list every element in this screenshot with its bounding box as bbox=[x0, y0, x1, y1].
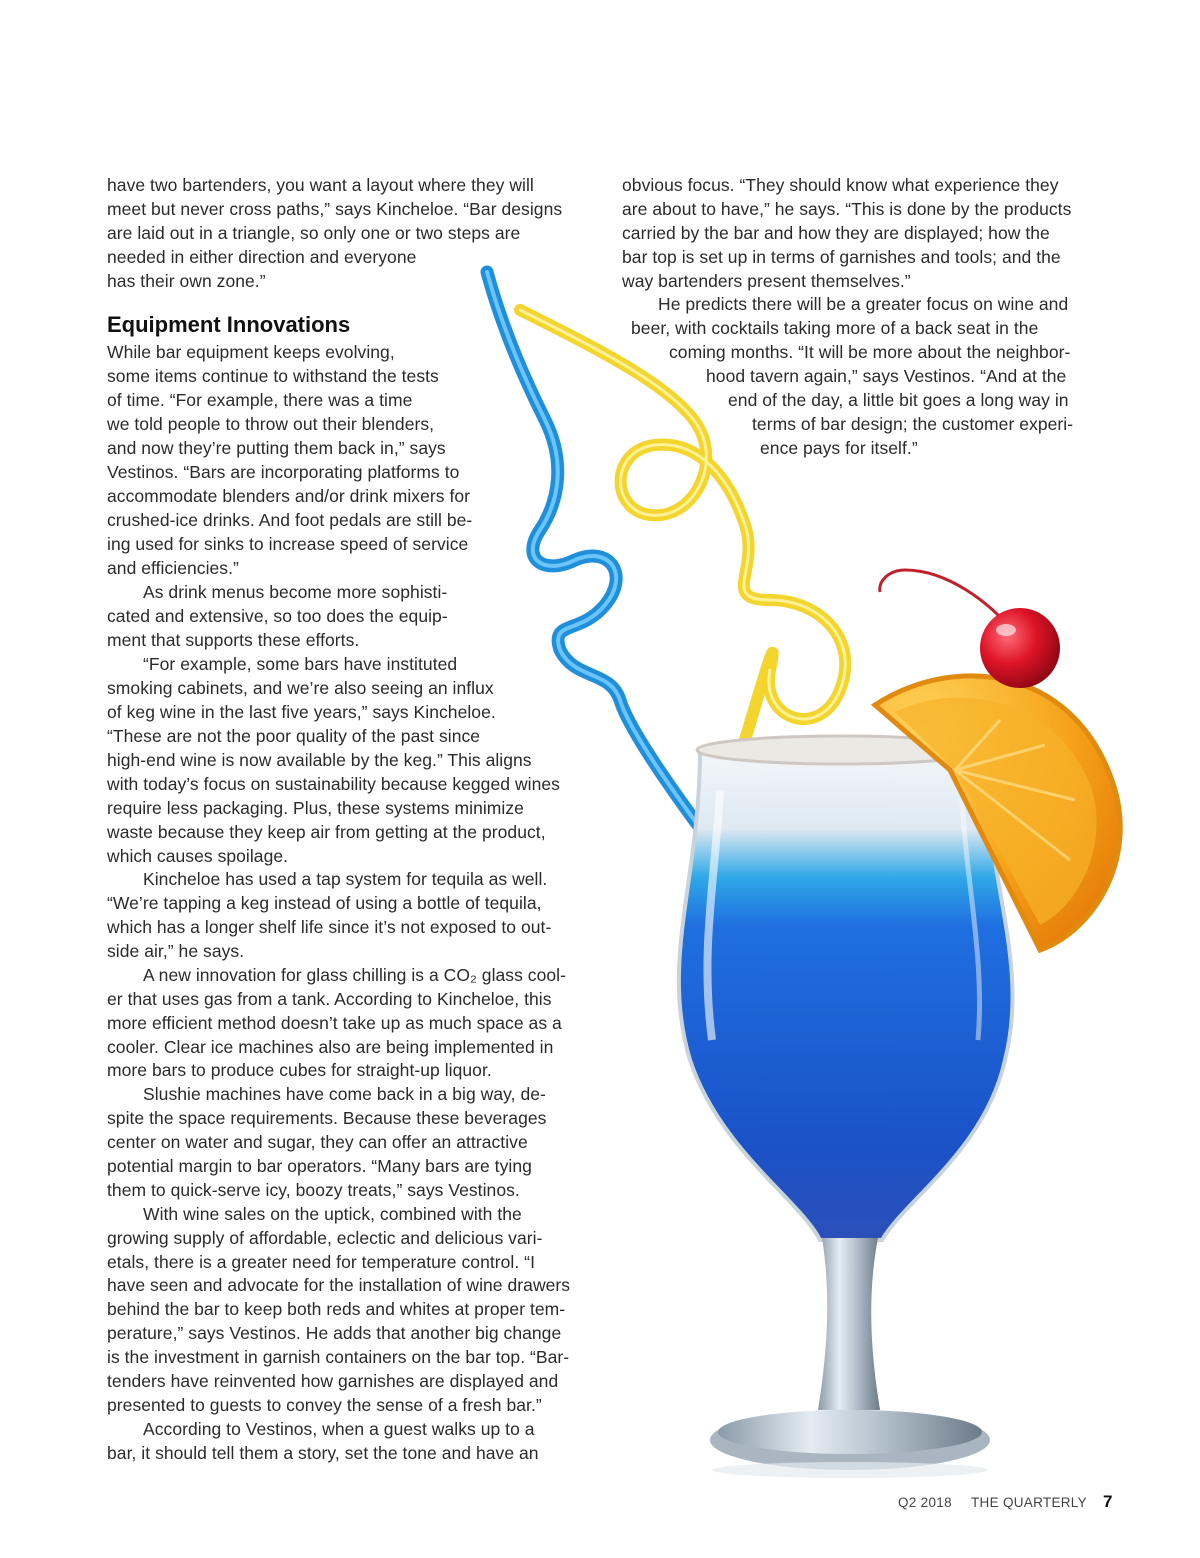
text-line: and now they’re putting them back in,” says bbox=[107, 438, 446, 458]
text-line: more bars to produce cubes for straight-up liquor. bbox=[107, 1060, 492, 1080]
text-line: side air,” he says. bbox=[107, 941, 245, 961]
text-line: tenders have reinvented how garnishes are displayed and bbox=[107, 1371, 559, 1391]
text-line: Vestinos. “Bars are incorporating platforms to bbox=[107, 462, 460, 482]
text-line: presented to guests to convey the sense of a fresh bar.” bbox=[107, 1395, 542, 1415]
text-line: accommodate blenders and/or drink mixers for bbox=[107, 486, 471, 506]
text-line: have two bartenders, you want a layout where they will bbox=[107, 175, 534, 195]
text-line: which causes spoilage. bbox=[107, 846, 289, 866]
text-line: some items continue to withstand the tests bbox=[107, 366, 439, 386]
text-line: meet but never cross paths,” says Kincheloe. “Bar designs bbox=[107, 199, 563, 219]
text-line: are about to have,” he says. “This is done by the products bbox=[622, 199, 1072, 219]
text-line: is the investment in garnish containers on the bar top. “Bar- bbox=[107, 1347, 570, 1367]
text-line: way bartenders present themselves.” bbox=[622, 271, 911, 291]
text-line: Slushie machines have come back in a big way, de- bbox=[143, 1084, 546, 1104]
text-line: waste because they keep air from getting at the product, bbox=[107, 822, 546, 842]
text-line: With wine sales on the uptick, combined with the bbox=[143, 1204, 522, 1224]
glass-icon bbox=[679, 736, 1013, 1478]
text-line: more efficient method doesn’t take up as much space as a bbox=[107, 1013, 562, 1033]
footer-publication: THE QUARTERLY bbox=[971, 1495, 1087, 1510]
text-line: obvious focus. “They should know what experience they bbox=[622, 175, 1059, 195]
text-line: center on water and sugar, they can offer an attractive bbox=[107, 1132, 528, 1152]
text-line: have seen and advocate for the installation of wine drawers bbox=[107, 1275, 571, 1295]
text-line: of keg wine in the last five years,” says Kincheloe. bbox=[107, 702, 496, 722]
text-line: “We’re tapping a keg instead of using a bottle of tequila, bbox=[107, 893, 542, 913]
text-line: etals, there is a greater need for temperature control. “I bbox=[107, 1252, 535, 1272]
text-line: beer, with cocktails taking more of a back seat in the bbox=[631, 318, 1039, 338]
text-line: high-end wine is now available by the keg.” This aligns bbox=[107, 750, 532, 770]
text-line: “These are not the poor quality of the past since bbox=[107, 726, 481, 746]
text-line: potential margin to bar operators. “Many bars are tying bbox=[107, 1156, 532, 1176]
text-line: has their own zone.” bbox=[107, 271, 266, 291]
page-number: 7 bbox=[1103, 1492, 1113, 1511]
text-line: are laid out in a triangle, so only one or two steps are bbox=[107, 223, 521, 243]
text-line: According to Vestinos, when a guest walks up to a bbox=[143, 1419, 535, 1439]
text-line: growing supply of affordable, eclectic and delicious vari- bbox=[107, 1228, 543, 1248]
text-line: cooler. Clear ice machines also are being implemented in bbox=[107, 1037, 554, 1057]
text-line: A new innovation for glass chilling is a CO₂ glass cool- bbox=[143, 965, 566, 985]
text-line: “For example, some bars have instituted bbox=[143, 654, 458, 674]
text-line: needed in either direction and everyone bbox=[107, 247, 417, 267]
text-line: end of the day, a little bit goes a long way in bbox=[728, 390, 1069, 410]
text-line: perature,” says Vestinos. He adds that another big change bbox=[107, 1323, 562, 1343]
text-line: Kincheloe has used a tap system for tequila as well. bbox=[143, 869, 548, 889]
text-line: He predicts there will be a greater focus on wine and bbox=[658, 294, 1069, 314]
text-line: coming months. “It will be more about the neighbor- bbox=[669, 342, 1071, 362]
text-line: hood tavern again,” says Vestinos. “And at the bbox=[706, 366, 1067, 386]
text-line: ing used for sinks to increase speed of service bbox=[107, 534, 469, 554]
text-line: ment that supports these efforts. bbox=[107, 630, 360, 650]
text-line: carried by the bar and how they are displayed; how the bbox=[622, 223, 1050, 243]
text-line: we told people to throw out their blenders, bbox=[107, 414, 435, 434]
text-line: ence pays for itself.” bbox=[760, 438, 918, 458]
text-line: with today’s focus on sustainability because kegged wines bbox=[107, 774, 560, 794]
text-line: spite the space requirements. Because these beverages bbox=[107, 1108, 547, 1128]
section-heading: Equipment Innovations bbox=[107, 312, 351, 337]
text-line: which has a longer shelf life since it’s not exposed to out- bbox=[107, 917, 552, 937]
text-line: cated and extensive, so too does the equip- bbox=[107, 606, 448, 626]
text-line: and efficiencies.” bbox=[107, 558, 239, 578]
text-line: terms of bar design; the customer experi- bbox=[752, 414, 1074, 434]
text-line: smoking cabinets, and we’re also seeing an influx bbox=[107, 678, 494, 698]
text-line: behind the bar to keep both reds and whites at proper tem- bbox=[107, 1299, 566, 1319]
text-line: of time. “For example, there was a time bbox=[107, 390, 413, 410]
text-line: While bar equipment keeps evolving, bbox=[107, 342, 395, 362]
text-line: bar top is set up in terms of garnishes and tools; and the bbox=[622, 247, 1061, 267]
text-line: them to quick-serve icy, boozy treats,” says Vestinos. bbox=[107, 1180, 520, 1200]
text-line: bar, it should tell them a story, set the tone and have an bbox=[107, 1443, 539, 1463]
footer-issue: Q2 2018 bbox=[898, 1495, 952, 1510]
text-line: require less packaging. Plus, these systems minimize bbox=[107, 798, 524, 818]
cherry-icon bbox=[880, 570, 1060, 688]
text-line: crushed-ice drinks. And foot pedals are still be- bbox=[107, 510, 473, 530]
text-line: As drink menus become more sophisti- bbox=[143, 582, 448, 602]
text-line: er that uses gas from a tank. According to Kincheloe, this bbox=[107, 989, 552, 1009]
